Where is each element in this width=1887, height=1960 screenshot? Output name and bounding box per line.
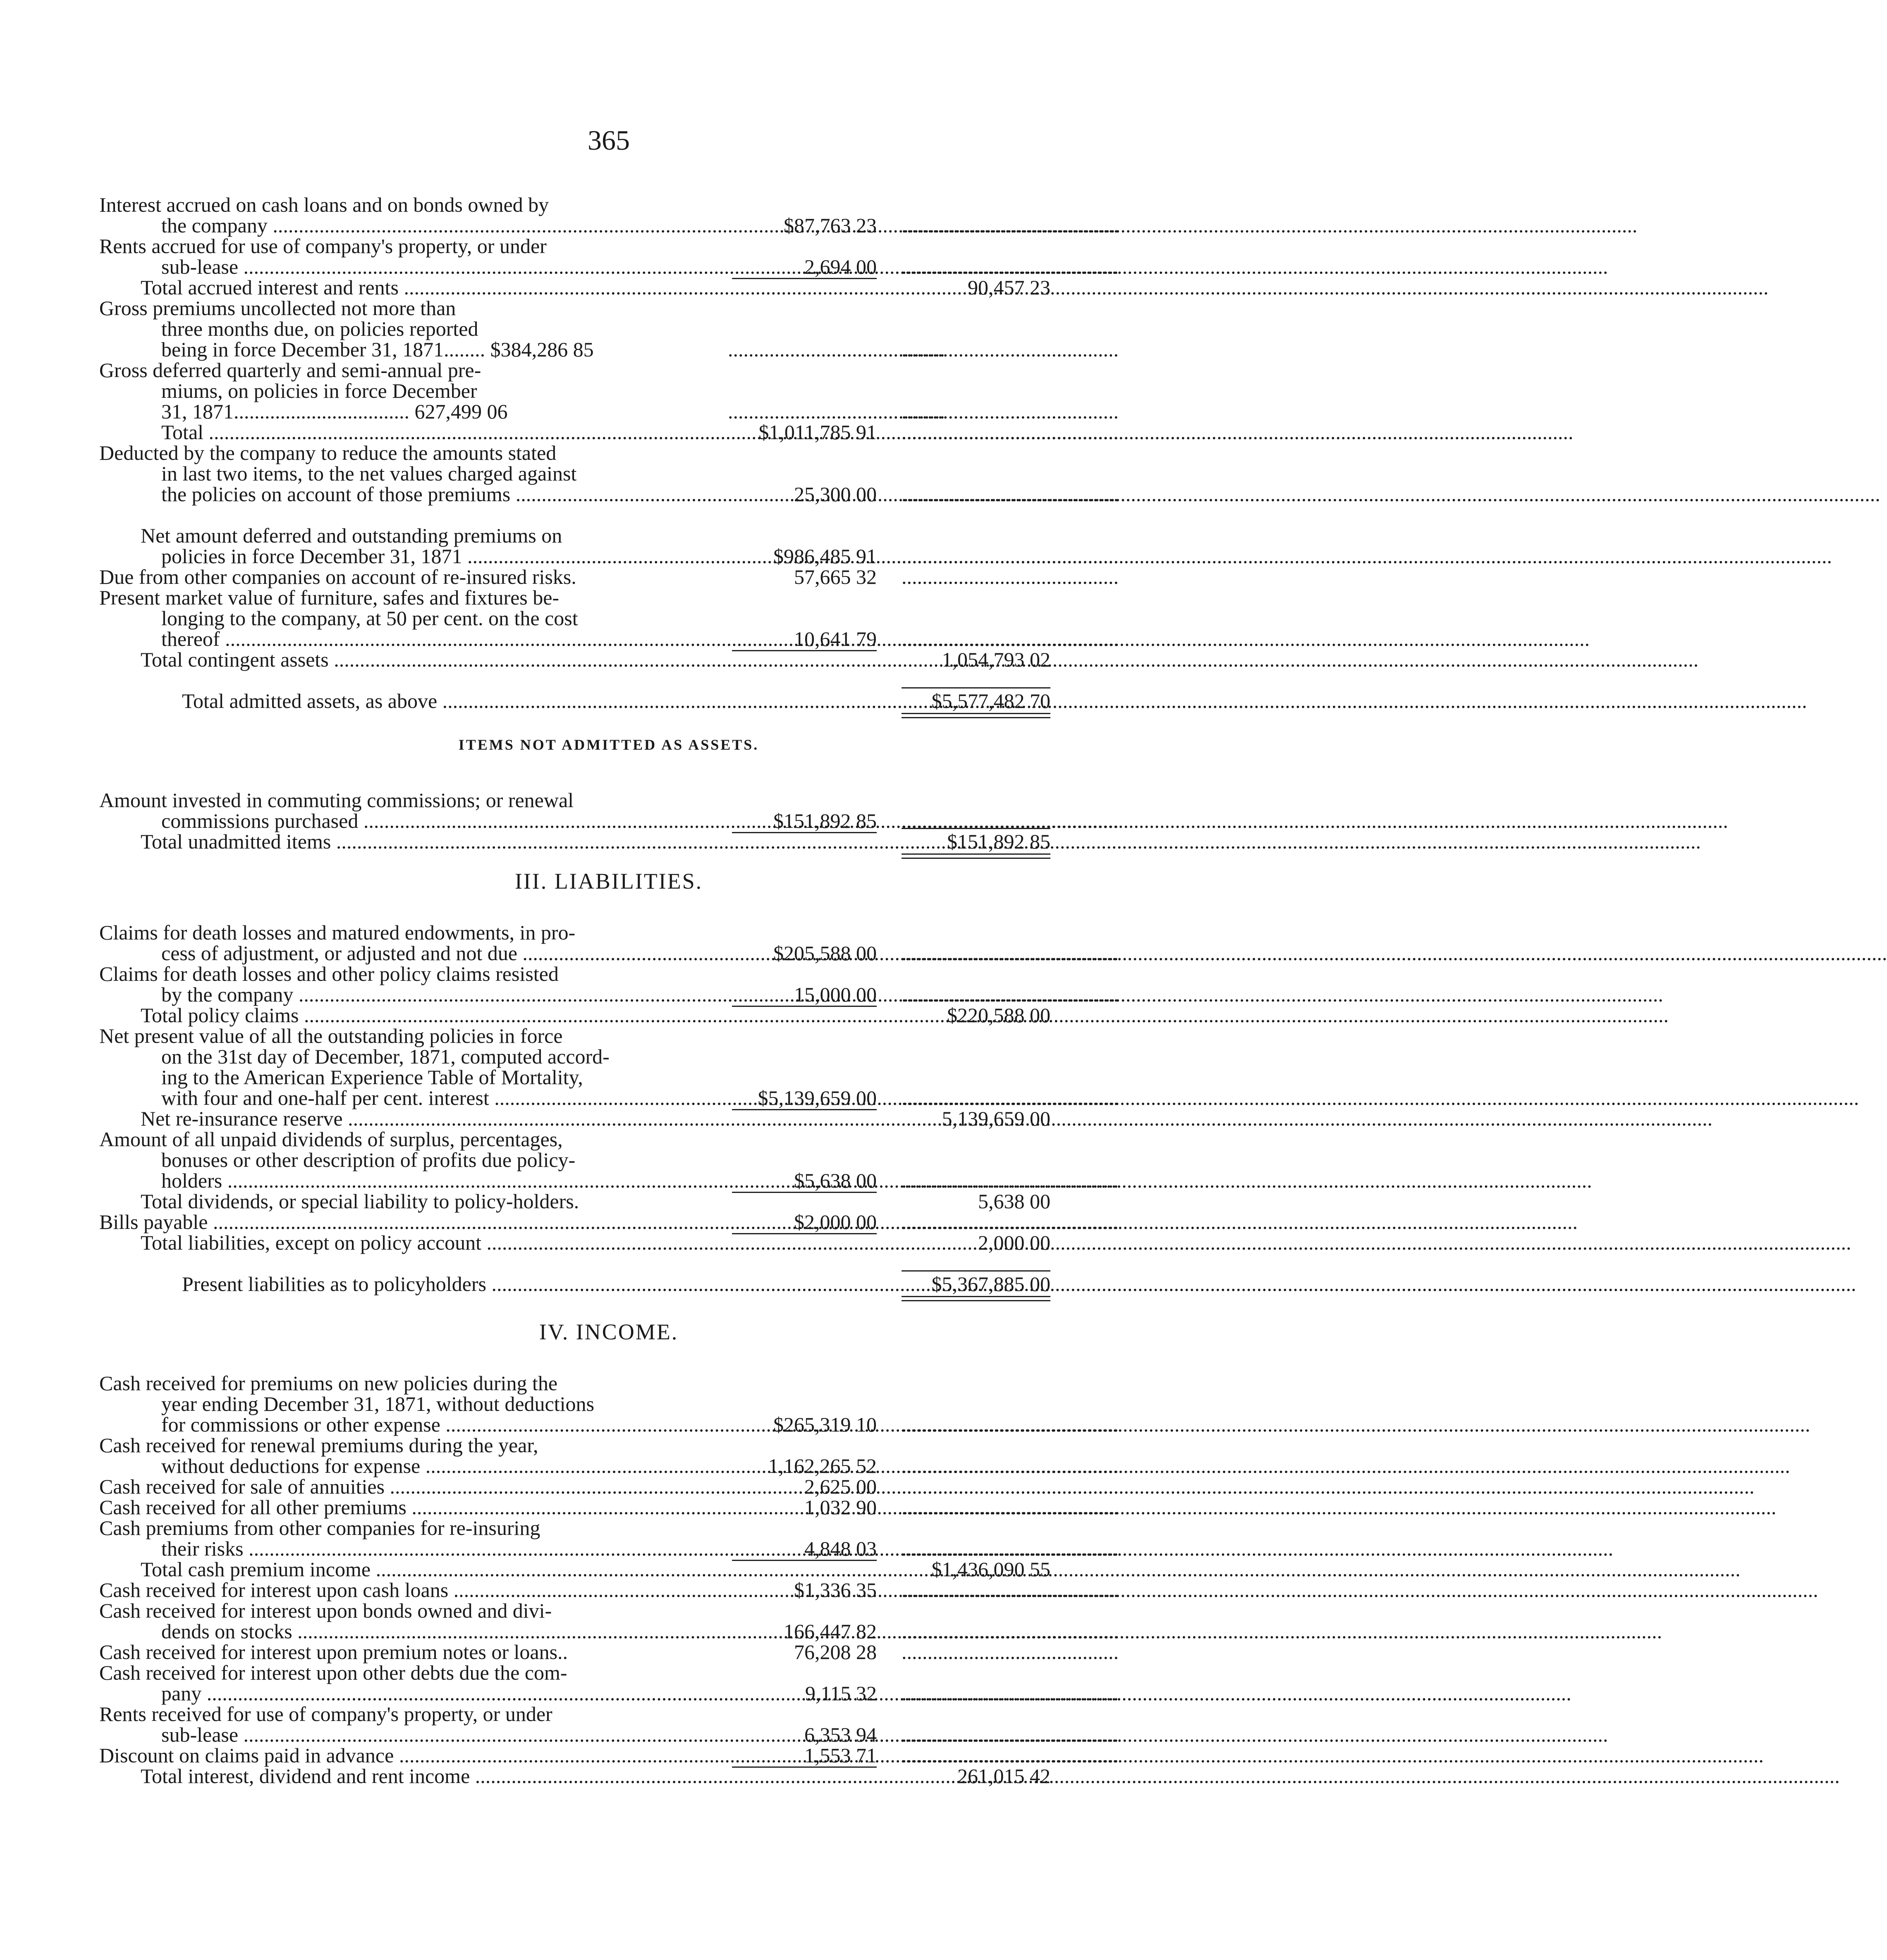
line-description: their risks .....	[161, 1538, 703, 1559]
column-rule	[732, 832, 877, 833]
line-description: Gross deferred quarterly and semi-annual pre-	[99, 359, 481, 382]
double-rule	[902, 1296, 1050, 1297]
line-description: year ending December 31, 1871, without deductions	[161, 1392, 594, 1415]
column-rule	[732, 278, 877, 279]
leader-dots: ..........................................	[902, 627, 1119, 650]
line-description: Interest accrued on cash loans and on bonds owned by	[99, 193, 549, 216]
leader-dots: ..........................................	[902, 255, 1119, 278]
double-rule	[902, 853, 1050, 855]
leader-dots: ..........................................	[902, 1413, 1119, 1436]
leader-dots: ..........................................	[902, 1537, 1119, 1560]
column-rule	[732, 1560, 877, 1561]
amount-inner: $986,485 91	[773, 545, 877, 568]
line-description: Net re-insurance reserve .....	[141, 1108, 703, 1129]
page-number: 365	[588, 124, 630, 156]
amount-inner: $5,638 00	[794, 1169, 877, 1192]
double-rule	[902, 713, 1050, 714]
amount-inner: 6,353 94	[804, 1723, 877, 1746]
amount-inner: 76,208 28	[794, 1640, 877, 1664]
line-description: sub-lease .....	[161, 256, 703, 277]
line-description: Net amount deferred and outstanding premiums on	[141, 524, 562, 547]
amount-inner: 57,665 32	[794, 565, 877, 588]
leader-dots: ..........................................	[902, 983, 1119, 1006]
amount-inner: 15,000 00	[794, 983, 877, 1006]
section-heading-liabilities: III. LIABILITIES.	[514, 869, 703, 894]
leader-dots: ..........................................	[728, 400, 945, 423]
column-rule	[732, 1233, 877, 1234]
line-description: Total accrued interest and rents .....	[141, 277, 703, 298]
line-description: the company .....	[161, 215, 703, 236]
line-description: pany .....	[161, 1683, 703, 1704]
amount-inner: 10,641 79	[794, 627, 877, 650]
line-description: the policies on account of those premiums .....	[161, 484, 703, 504]
line-description: Discount on claims paid in advance .....	[99, 1745, 703, 1766]
section-heading-income: IV. INCOME.	[539, 1319, 679, 1344]
leader-dots: ..........................................	[902, 400, 1119, 423]
leader-dots: ..........................................	[902, 1620, 1119, 1643]
line-description: Cash received for interest upon cash loans .....	[99, 1580, 703, 1600]
line-description: policies in force December 31, 1871 .....	[161, 546, 703, 566]
line-description: Rents received for use of company's property, or under	[99, 1702, 552, 1726]
line-description: Cash received for interest upon other debts due the com-	[99, 1661, 567, 1684]
line-description: cess of adjustment, or adjusted and not due .....	[161, 943, 703, 963]
column-rule	[732, 1766, 877, 1768]
line-description: longing to the company, at 50 per cent. on the cost	[161, 607, 578, 630]
amount-outer: 261,015 42	[957, 1764, 1050, 1788]
line-description: Claims for death losses and matured endowments, in pro-	[99, 921, 576, 944]
leader-dots: ..........................................	[902, 1744, 1119, 1767]
line-description: Due from other companies on account of re-insured risks.	[99, 565, 576, 588]
column-rule	[732, 1006, 877, 1007]
line-description: miums, on policies in force December	[161, 379, 477, 402]
amount-inner: $2,000 00	[794, 1210, 877, 1233]
double-rule	[902, 1300, 1050, 1301]
line-description: Present liabilities as to policyholders .....	[182, 1274, 873, 1294]
amount-inner: 1,162,265 52	[768, 1454, 877, 1477]
amount-outer: $5,367,885 00	[931, 1272, 1050, 1296]
leader-dots: ..........................................	[902, 1454, 1119, 1477]
column-rule	[732, 1109, 877, 1110]
line-description: Cash received for premiums on new policies during the	[99, 1372, 558, 1395]
line-description: Bills payable .....	[99, 1212, 703, 1232]
column-rule	[902, 687, 1050, 688]
line-description: with four and one-half per cent. interest .....	[161, 1088, 703, 1108]
line-description: Claims for death losses and other policy claims resisted	[99, 962, 559, 985]
leader-dots: ..........................................	[902, 1496, 1119, 1519]
double-rule	[902, 717, 1050, 718]
amount-inner: 1,553 71	[804, 1744, 877, 1767]
line-description: in last two items, to the net values charged against	[161, 462, 577, 485]
leader-dots: ..........................................	[902, 421, 1119, 444]
amount-inner: $1,011,785 91	[758, 421, 877, 444]
line-description: Cash received for renewal premiums during the year,	[99, 1434, 538, 1457]
amount-outer: 5,638 00	[978, 1190, 1050, 1213]
line-description: thereof .....	[161, 629, 703, 649]
double-rule	[902, 858, 1050, 859]
column-rule	[732, 1192, 877, 1193]
line-description: holders .....	[161, 1170, 703, 1191]
line-description: Total .....	[161, 422, 703, 442]
amount-outer: $220,588 00	[947, 1004, 1050, 1027]
leader-dots: ..........................................	[902, 1169, 1119, 1192]
amount-inner: 166,447 82	[784, 1620, 877, 1643]
line-description: Cash received for all other premiums .....	[99, 1497, 703, 1518]
leader-dots: ..........................................	[902, 565, 1119, 588]
line-description: Total cash premium income .....	[141, 1559, 703, 1580]
leader-dots: ..........................................	[902, 338, 1119, 361]
amount-inner: $265,319 10	[773, 1413, 877, 1436]
line-description: Net present value of all the outstanding policies in force	[99, 1024, 563, 1047]
line-description: Cash premiums from other companies for re-insuring	[99, 1516, 541, 1539]
line-description: for commissions or other expense .....	[161, 1414, 703, 1435]
leader-dots: ..........................................	[728, 338, 945, 361]
line-description: Gross premiums uncollected not more than	[99, 296, 456, 320]
column-rule	[732, 650, 877, 651]
line-description: 31, 1871.................................. 627,499 06	[161, 400, 508, 423]
line-description: Total policy claims .....	[141, 1005, 703, 1025]
leader-dots: ..........................................	[902, 483, 1119, 506]
amount-outer: $1,436,090 55	[931, 1558, 1050, 1581]
amount-inner: 9,115 32	[805, 1682, 877, 1705]
line-description: dends on stocks .....	[161, 1621, 703, 1642]
line-description: by the company .....	[161, 984, 703, 1005]
amount-inner: $87,763 23	[784, 214, 877, 237]
amount-outer: $5,577,482 70	[931, 689, 1050, 712]
leader-dots: ..........................................	[902, 545, 1119, 568]
line-description: on the 31st day of December, 1871, computed accord-	[161, 1045, 610, 1068]
line-description: Total unadmitted items .....	[141, 831, 703, 852]
amount-outer: 2,000 00	[978, 1231, 1050, 1254]
line-description: sub-lease .....	[161, 1724, 703, 1745]
line-description: Cash received for sale of annuities .....	[99, 1476, 703, 1497]
amount-inner: $1,336 35	[794, 1578, 877, 1601]
line-description: Amount of all unpaid dividends of surplus, percentages,	[99, 1128, 563, 1151]
leader-dots: ..........................................	[902, 1210, 1119, 1233]
line-description: Total interest, dividend and rent income .....	[141, 1766, 703, 1786]
amount-inner: 4,848 03	[804, 1537, 877, 1560]
line-description: Total contingent assets .....	[141, 649, 703, 670]
amount-inner: 25,300 00	[794, 483, 877, 506]
amount-inner: 2,694 00	[804, 255, 877, 278]
amount-inner: $205,588 00	[773, 942, 877, 965]
leader-dots: ..........................................	[902, 1578, 1119, 1601]
line-description: being in force December 31, 1871........ $384,286 85	[161, 338, 594, 361]
line-description: bonuses or other description of profits due policy-	[161, 1148, 576, 1171]
leader-dots: ..........................................	[902, 1086, 1119, 1109]
amount-inner: 1,032 90	[804, 1496, 877, 1519]
amount-outer: 90,457 23	[968, 276, 1050, 299]
amount-outer: 5,139,659 00	[942, 1107, 1050, 1130]
leader-dots: ..........................................	[902, 1682, 1119, 1705]
leader-dots: ..........................................	[902, 1640, 1119, 1664]
column-rule	[902, 828, 1050, 829]
line-description: ing to the American Experience Table of Mortality,	[161, 1066, 583, 1089]
amount-outer: 1,054,793 02	[942, 648, 1050, 671]
line-description: Cash received for interest upon premium notes or loans..	[99, 1640, 568, 1664]
leader-dots: ..........................................	[902, 809, 1119, 832]
leader-dots: ..........................................	[902, 1723, 1119, 1746]
leader-dots: ..........................................	[902, 214, 1119, 237]
line-description: Rents accrued for use of company's property, or under	[99, 234, 547, 258]
line-description: Cash received for interest upon bonds owned and divi-	[99, 1599, 552, 1622]
line-description: Deducted by the company to reduce the amounts stated	[99, 441, 557, 464]
amount-outer: $151,892 85	[947, 830, 1050, 853]
leader-dots: ..........................................	[902, 1475, 1119, 1498]
leader-dots: ..........................................	[902, 942, 1119, 965]
line-description: Present market value of furniture, safes and fixtures be-	[99, 586, 560, 609]
line-description: Total admitted assets, as above .....	[182, 691, 873, 711]
line-description: commissions purchased .....	[161, 810, 703, 831]
amount-inner: 2,625 00	[804, 1475, 877, 1498]
line-description: Total liabilities, except on policy account .....	[141, 1232, 703, 1253]
line-description: three months due, on policies reported	[161, 317, 478, 340]
line-description: Total dividends, or special liability to policy-holders.	[141, 1190, 579, 1213]
amount-inner: $5,139,659 00	[758, 1086, 877, 1109]
line-description: without deductions for expense .....	[161, 1456, 703, 1476]
line-description: Amount invested in commuting commissions; or renewal	[99, 789, 574, 812]
column-rule	[902, 1270, 1050, 1272]
section-heading-not-admitted: ITEMS NOT ADMITTED AS ASSETS.	[458, 736, 759, 753]
amount-inner: $151,892 85	[773, 809, 877, 832]
